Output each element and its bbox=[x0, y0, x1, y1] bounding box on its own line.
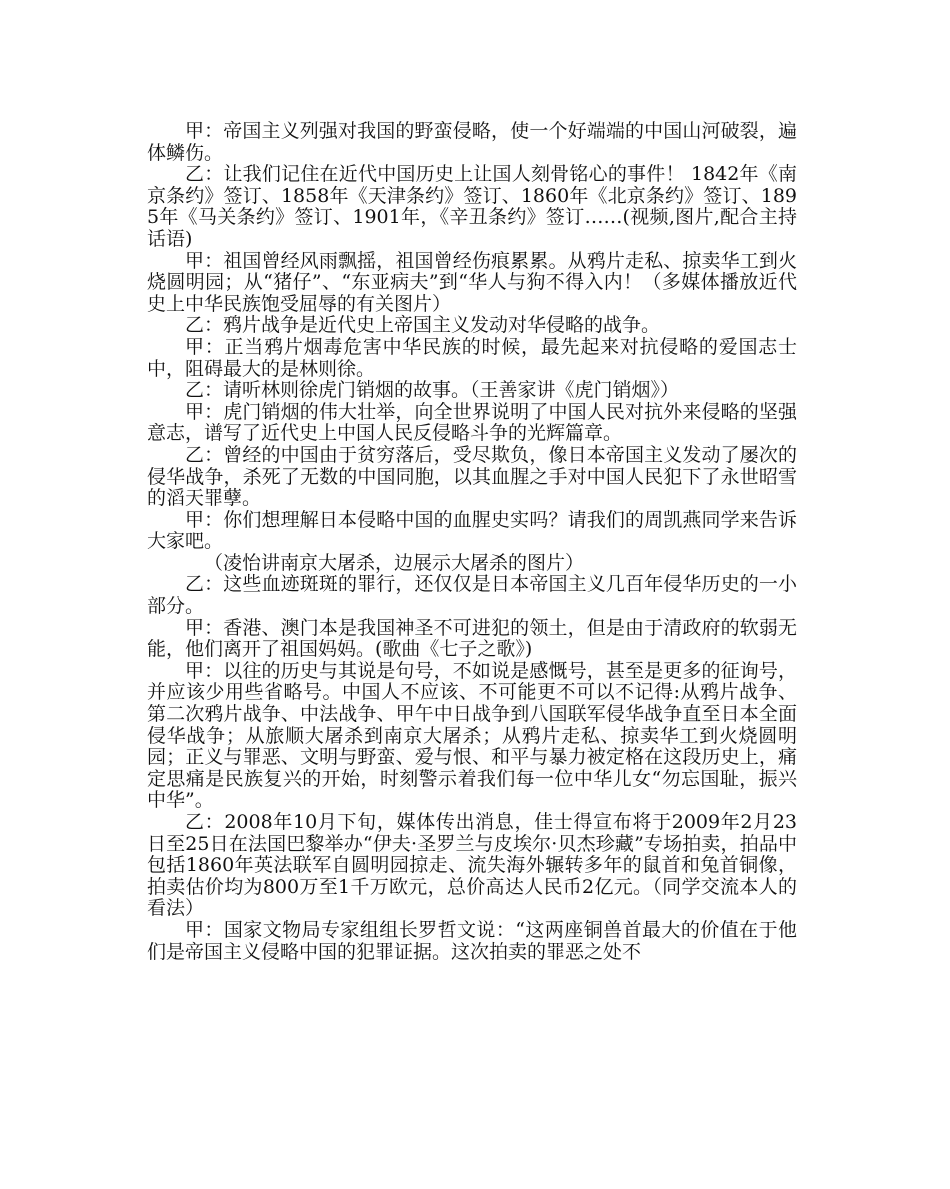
paragraph: 甲：祖国曾经风雨飘摇，祖国曾经伤痕累累。从鸦片走私、掠卖华工到火烧圆明园；从“猪仔”、“东亚病夫”到“华人与狗不得入内！（多媒体播放近代史上中华民族饱受屈辱的有关图片） bbox=[147, 249, 797, 315]
document-body bbox=[147, 121, 797, 963]
paragraph: 乙：2008年10月下旬，媒体传出消息，佳士得宣布将于2009年2月23日至25日在法国巴黎举办“伊夫·圣罗兰与皮埃尔·贝杰珍藏”专场拍卖，拍品中包括1860年英法联军自圆明园掠走、流失海外辗转多年的鼠首和兔首铜像，拍卖估价均为800万至1千万欧元，总价高达人民币2亿元。（同学交流本人的看法） bbox=[147, 811, 797, 920]
paragraph: 甲：以往的历史与其说是句号，不如说是感慨号，甚至是更多的征询号，并应该少用些省略号。中国人不应该、不可能更不可以不记得:从鸦片战争、第二次鸦片战争、中法战争、甲午中日战争到八国联军侵华战争直至日本全面侵华战争；从旅顺大屠杀到南京大屠杀；从鸦片走私、掠卖华工到火烧圆明园；正义与罪恶、文明与野蛮、爱与恨、和平与暴力被定格在这段历史上，痛定思痛是民族复兴的开始，时刻警示着我们每一位中华儿女“勿忘国耻，振兴中华”。 bbox=[147, 659, 797, 812]
paragraph: 乙：让我们记住在近代中国历史上让国人刻骨铭心的事件！ 1842年《南京条约》签订、1858年《天津条约》签订、1860年《北京条约》签订、1895年《马关条约》签订、1901年，《辛丑条约》签订……(视频,图片,配合主持话语) bbox=[147, 163, 797, 250]
paragraph: 甲：正当鸦片烟毒危害中华民族的时候，最先起来对抗侵略的爱国志士中，阻碍最大的是林则徐。 bbox=[147, 335, 797, 380]
paragraph: 甲：虎门销烟的伟大壮举，向全世界说明了中国人民对抗外来侵略的坚强意志，谱写了近代史上中国人民反侵略斗争的光辉篇章。 bbox=[147, 400, 797, 445]
paragraph: 甲：帝国主义列强对我国的野蛮侵略，使一个好端端的中国山河破裂，遍体鳞伤。 bbox=[147, 120, 797, 164]
paragraph: 乙：曾经的中国由于贫穷落后，受尽欺负，像日本帝国主义发动了屡次的侵华战争，杀死了无数的中国同胞，以其血腥之手对中国人民犯下了永世昭雪的滔天罪孽。 bbox=[147, 443, 797, 510]
stage-direction: （凌怡讲南京大屠杀，边展示大屠杀的图片） bbox=[204, 551, 585, 574]
paragraph: 乙：鸦片战争是近代史上帝国主义发动对华侵略的战争。 bbox=[185, 314, 661, 337]
paragraph: 甲：你们想理解日本侵略中国的血腥史实吗？请我们的周凯燕同学来告诉大家吧。 bbox=[147, 508, 797, 553]
paragraph: 乙：请听林则徐虎门销烟的故事。（王善家讲《虎门销烟》） bbox=[185, 379, 680, 402]
paragraph: 甲：国家文物局专家组组长罗哲文说：“这两座铜兽首最大的价值在于他们是帝国主义侵略中国的犯罪证据。这次拍卖的罪恶之处不 bbox=[147, 918, 797, 963]
paragraph: 甲：香港、澳门本是我国神圣不可进犯的领土，但是由于清政府的软弱无能，他们离开了祖国妈妈。(歌曲《七子之歌》) bbox=[147, 616, 797, 661]
paragraph: 乙：这些血迹斑斑的罪行，还仅仅是日本帝国主义几百年侵华历史的一小部分。 bbox=[147, 573, 797, 618]
